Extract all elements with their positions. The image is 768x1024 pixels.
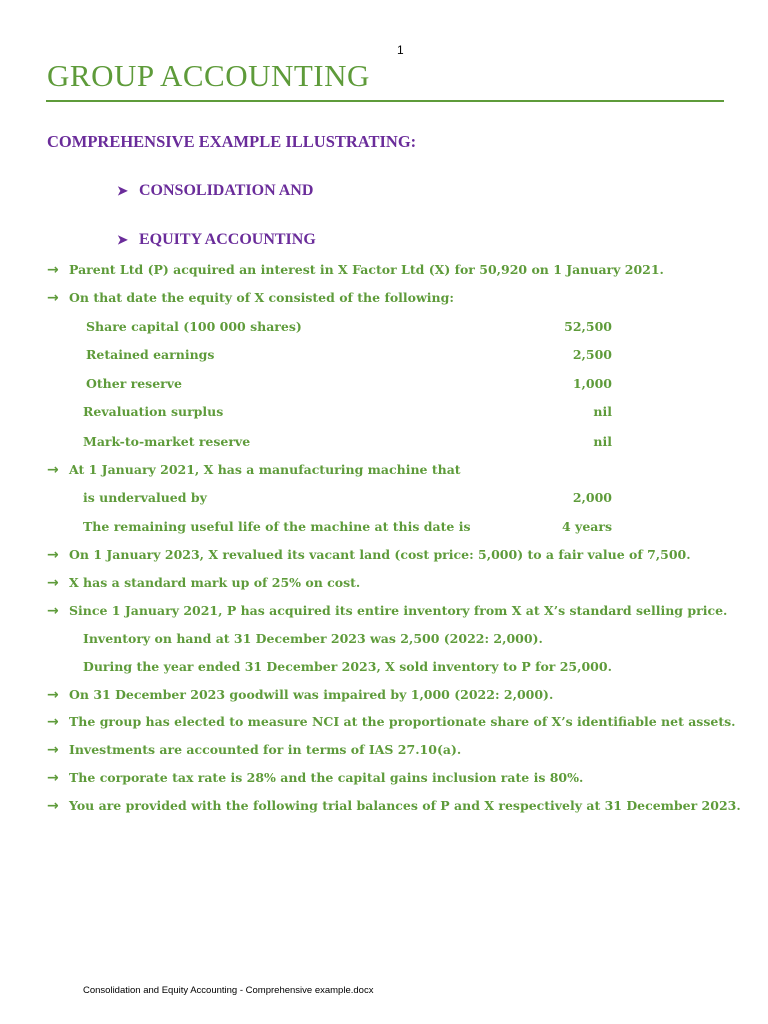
equity-value: 52,500 [564, 319, 612, 334]
footer-filename: Consolidation and Equity Accounting - Comprehensive example.docx [83, 985, 374, 996]
title-divider [46, 100, 724, 102]
bullet-text: Investments are accounted for in terms of IAS 27.10(a). [69, 742, 462, 757]
bullet-item [0, 575, 768, 595]
subtitle-item-label: EQUITY ACCOUNTING [139, 231, 316, 248]
arrow-right-icon: → [47, 575, 59, 591]
bullet-item [0, 687, 768, 707]
machine-label: is undervalued by [83, 490, 207, 505]
page-title: GROUP ACCOUNTING [47, 58, 370, 93]
equity-value: nil [593, 434, 612, 449]
subtitle-item-consolidation [117, 182, 313, 200]
arrow-right-icon: → [47, 290, 59, 306]
equity-label: Share capital (100 000 shares) [86, 319, 302, 334]
bullet-item [0, 798, 768, 818]
bullet-item [0, 262, 768, 282]
bullet-text: You are provided with the following trial balances of P and X respectively at 31 December 2023. [69, 798, 741, 813]
arrow-right-icon: → [47, 603, 59, 619]
bullet-text: X has a standard mark up of 25% on cost. [69, 575, 361, 590]
machine-value: 2,000 [572, 490, 612, 505]
arrow-right-icon: → [47, 714, 59, 730]
bullet-item [0, 714, 768, 734]
equity-label: Retained earnings [86, 347, 215, 362]
bullet-item [0, 462, 768, 482]
bullet-text: The group has elected to measure NCI at the proportionate share of X’s identifiable net assets. [69, 714, 736, 729]
page-number: 1 [397, 43, 404, 57]
bullet-item [0, 603, 768, 623]
equity-value: 1,000 [572, 376, 612, 391]
equity-label: Mark-to-market reserve [83, 434, 251, 449]
arrow-right-icon: → [47, 462, 59, 478]
arrow-right-icon: → [47, 770, 59, 786]
bullet-text: Parent Ltd (P) acquired an interest in X Factor Ltd (X) for 50,920 on 1 January 2021. [69, 262, 664, 277]
arrow-right-icon: → [47, 547, 59, 563]
machine-value: 4 years [562, 519, 612, 534]
subtitle-item-equity [117, 231, 316, 249]
arrowhead-icon: ➤ [117, 232, 128, 247]
bullet-text: Since 1 January 2021, P has acquired its entire inventory from X at X’s standard selling price. [69, 603, 728, 618]
section-subtitle: COMPREHENSIVE EXAMPLE ILLUSTRATING: [47, 132, 417, 151]
bullet-text: On 1 January 2023, X revalued its vacant land (cost price: 5,000) to a fair value of 7,500. [69, 547, 691, 562]
bullet-text: The corporate tax rate is 28% and the capital gains inclusion rate is 80%. [69, 770, 584, 785]
bullet-item [0, 742, 768, 762]
equity-value: nil [593, 404, 612, 419]
subtitle-item-label: CONSOLIDATION AND [139, 182, 314, 199]
equity-label: Revaluation surplus [83, 404, 224, 419]
bullet-text: On that date the equity of X consisted of the following: [69, 290, 454, 305]
arrow-right-icon: → [47, 262, 59, 278]
equity-value: 2,500 [572, 347, 612, 362]
bullet-text: On 31 December 2023 goodwill was impaired by 1,000 (2022: 2,000). [69, 687, 554, 702]
arrow-right-icon: → [47, 798, 59, 814]
equity-label: Other reserve [86, 376, 182, 391]
bullet-item [0, 290, 768, 310]
inventory-note: During the year ended 31 December 2023, X sold inventory to P for 25,000. [83, 659, 612, 674]
arrowhead-icon: ➤ [117, 183, 128, 198]
bullet-text: At 1 January 2021, X has a manufacturing machine that [69, 462, 461, 477]
machine-label: The remaining useful life of the machine at this date is [83, 519, 471, 534]
arrow-right-icon: → [47, 742, 59, 758]
inventory-note: Inventory on hand at 31 December 2023 was 2,500 (2022: 2,000). [83, 631, 543, 646]
arrow-right-icon: → [47, 687, 59, 703]
bullet-item [0, 547, 768, 567]
bullet-item [0, 770, 768, 790]
